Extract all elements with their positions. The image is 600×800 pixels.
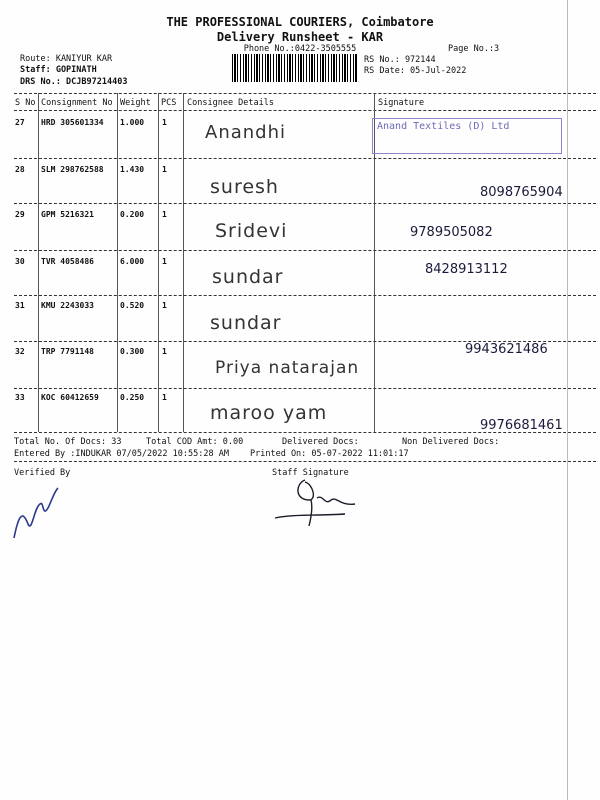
row-consignee: sundar: [210, 312, 282, 334]
col-consignment: Consignment No: [41, 98, 113, 108]
row-pcs: 1: [162, 210, 167, 219]
rs-number: RS No.: 972144: [364, 55, 436, 65]
row-consignee: Priya natarajan: [215, 358, 360, 378]
row-consignment: GPM 5216321: [41, 210, 94, 219]
col-sno: S No: [15, 98, 36, 108]
row-sno: 31: [15, 301, 25, 310]
barcode: [232, 54, 358, 82]
row-consignment: TVR 4058486: [41, 257, 94, 266]
row-signature: 9976681461: [480, 418, 563, 433]
row-sno: 27: [15, 118, 25, 127]
col-pcs: PCS: [161, 98, 177, 108]
total-cod: Total COD Amt: 0.00: [146, 437, 244, 447]
row-consignee: sundar: [212, 266, 284, 288]
row-weight: 0.520: [120, 301, 145, 310]
row-pcs: 1: [162, 347, 167, 356]
col-weight: Weight: [120, 98, 151, 108]
row-signature: 8428913112: [425, 262, 508, 277]
row-sno: 29: [15, 210, 25, 219]
row-consignment: TRP 7791148: [41, 347, 94, 356]
printed-on: Printed On: 05-07-2022 11:01:17: [250, 449, 409, 459]
verified-signature: [8, 478, 68, 548]
delivered-docs: Delivered Docs:: [282, 437, 359, 447]
company-stamp: Anand Textiles (D) Ltd: [372, 118, 562, 154]
non-delivered-docs: Non Delivered Docs:: [402, 437, 500, 447]
document-title: Delivery Runsheet - KAR: [216, 30, 384, 44]
row-consignment: KOC 60412659: [41, 393, 99, 402]
row-weight: 1.430: [120, 165, 145, 174]
entered-by: Entered By :INDUKAR 07/05/2022 10:55:28 AM: [14, 449, 229, 459]
row-consignment: KMU 2243033: [41, 301, 94, 310]
col-consignee: Consignee Details: [187, 98, 274, 108]
row-consignee: suresh: [210, 176, 279, 198]
row-weight: 1.000: [120, 118, 145, 127]
row-weight: 0.250: [120, 393, 145, 402]
row-consignee: Sridevi: [215, 220, 288, 242]
row-weight: 0.200: [120, 210, 145, 219]
staff-signature-label: Staff Signature: [272, 468, 349, 478]
company-name: THE PROFESSIONAL COURIERS, Coimbatore: [166, 15, 434, 29]
rs-date: RS Date: 05-Jul-2022: [364, 66, 467, 76]
row-consignment: SLM 298762588: [41, 165, 104, 174]
verified-by-label: Verified By: [14, 468, 71, 478]
row-signature: 8098765904: [480, 185, 563, 200]
row-pcs: 1: [162, 165, 167, 174]
page-number: Page No.:3: [448, 44, 500, 54]
drs-number: DRS No.: DCJB97214403: [20, 77, 128, 87]
route: Route: KANIYUR KAR: [20, 54, 113, 64]
row-weight: 6.000: [120, 257, 145, 266]
row-pcs: 1: [162, 118, 167, 127]
staff-signature: [265, 470, 375, 530]
row-signature: 9943621486: [465, 342, 548, 357]
row-consignment: HRD 305601334: [41, 118, 104, 127]
row-consignee: Anandhi: [205, 122, 286, 143]
page-edge: [567, 0, 568, 800]
row-pcs: 1: [162, 301, 167, 310]
row-pcs: 1: [162, 393, 167, 402]
total-docs: Total No. Of Docs: 33: [14, 437, 122, 447]
row-consignee: maroo yam: [210, 402, 328, 424]
row-sno: 33: [15, 393, 25, 402]
staff: Staff: GOPINATH: [20, 65, 97, 75]
col-signature: Signature: [378, 98, 425, 108]
row-pcs: 1: [162, 257, 167, 266]
row-sno: 30: [15, 257, 25, 266]
row-weight: 0.300: [120, 347, 145, 356]
row-sno: 32: [15, 347, 25, 356]
row-signature: 9789505082: [410, 225, 493, 240]
row-sno: 28: [15, 165, 25, 174]
phone-number: Phone No.:0422-3505555: [243, 44, 357, 54]
